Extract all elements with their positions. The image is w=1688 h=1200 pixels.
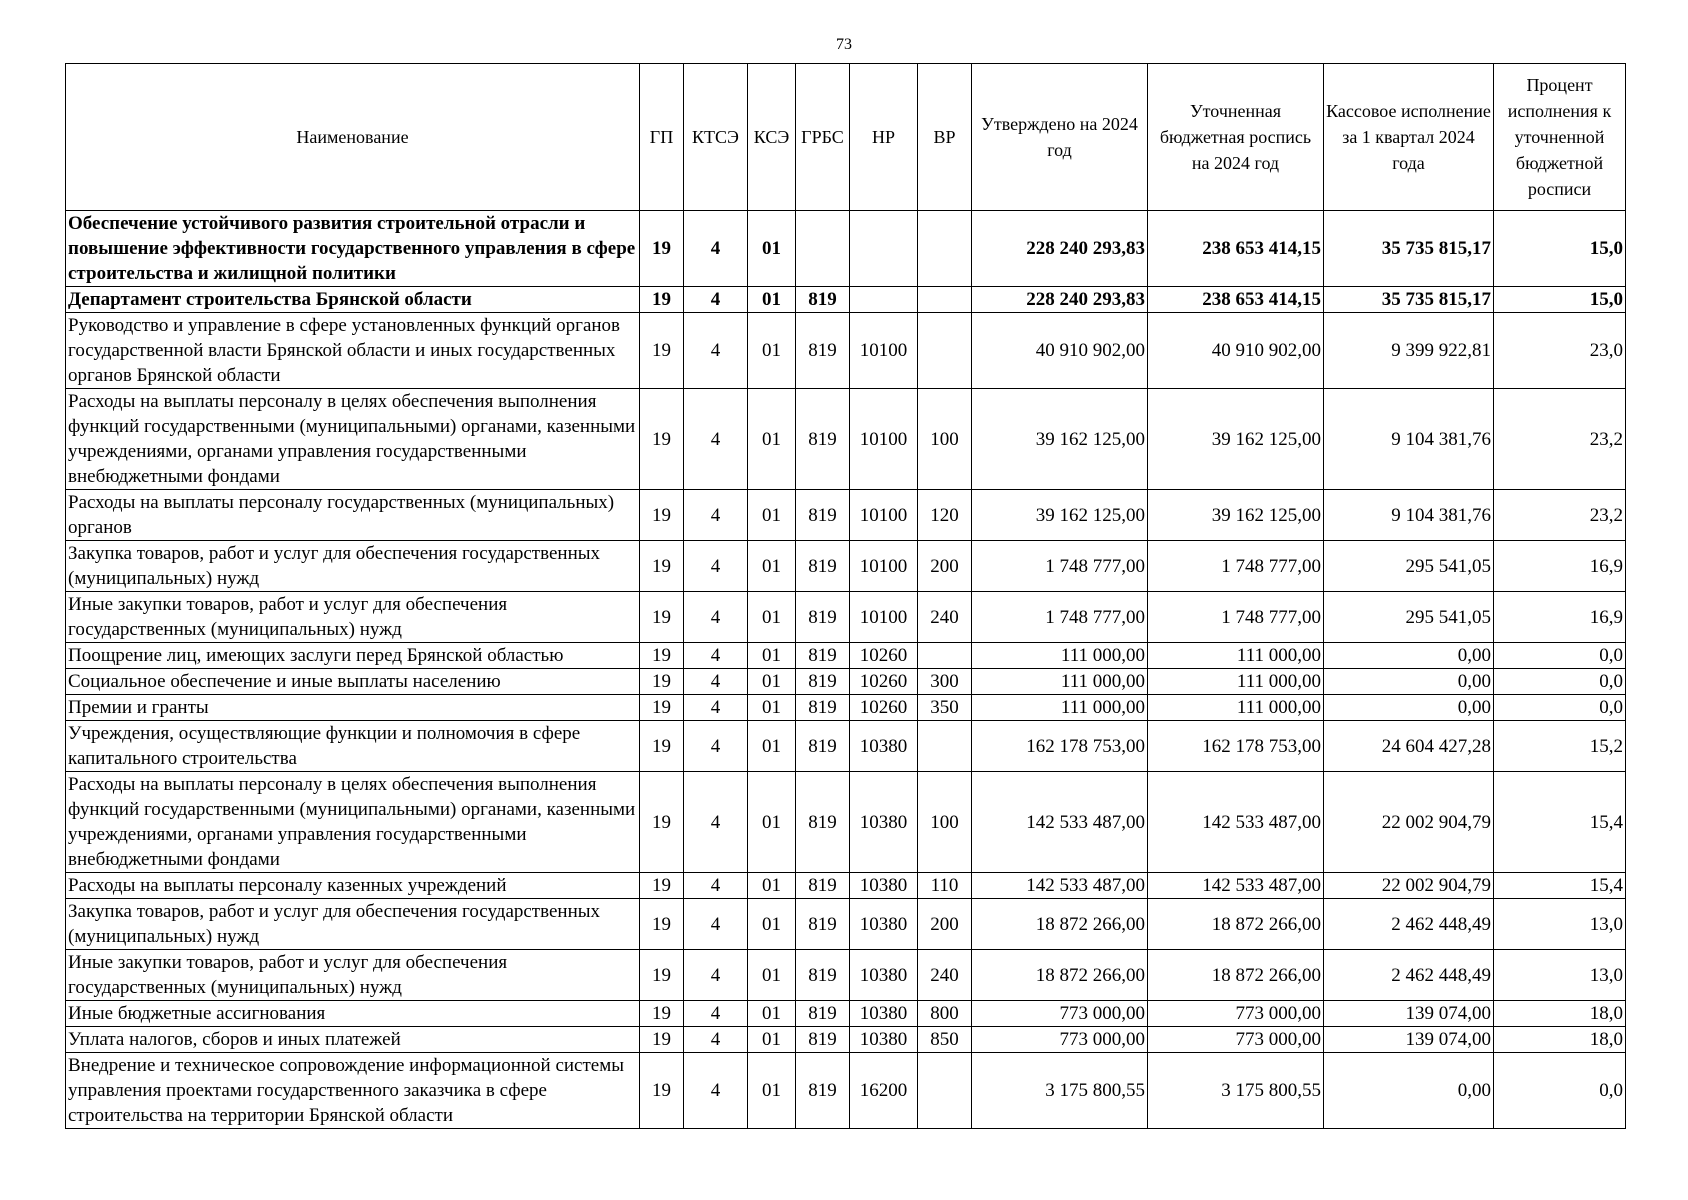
cell-gp: 19 <box>640 541 684 592</box>
cell-cash: 2 462 448,49 <box>1324 899 1494 950</box>
cell-kse: 01 <box>748 772 796 873</box>
col-header-kse: КСЭ <box>748 64 796 211</box>
cell-grbs: 819 <box>796 899 850 950</box>
cell-vr: 100 <box>918 389 972 490</box>
cell-name: Закупка товаров, работ и услуг для обеспечения государственных (муниципальных) нужд <box>66 541 640 592</box>
header-row <box>66 64 1626 211</box>
cell-gp: 19 <box>640 1027 684 1053</box>
cell-nr: 10100 <box>850 541 918 592</box>
cell-ktse: 4 <box>684 950 748 1001</box>
cell-percent: 0,0 <box>1494 669 1626 695</box>
table-row <box>66 643 1626 669</box>
cell-kse: 01 <box>748 313 796 389</box>
cell-approved: 40 910 902,00 <box>972 313 1148 389</box>
cell-cash: 295 541,05 <box>1324 541 1494 592</box>
cell-kse: 01 <box>748 669 796 695</box>
cell-refined: 18 872 266,00 <box>1148 950 1324 1001</box>
cell-vr: 100 <box>918 772 972 873</box>
cell-name: Обеспечение устойчивого развития строительной отрасли и повышение эффективности государственного управления в сфере строительства и жилищной политики <box>66 211 640 287</box>
cell-gp: 19 <box>640 592 684 643</box>
cell-vr: 850 <box>918 1027 972 1053</box>
table-row <box>66 389 1626 490</box>
cell-ktse: 4 <box>684 211 748 287</box>
cell-gp: 19 <box>640 211 684 287</box>
cell-name: Департамент строительства Брянской области <box>66 287 640 313</box>
cell-gp: 19 <box>640 873 684 899</box>
cell-gp: 19 <box>640 1001 684 1027</box>
cell-gp: 19 <box>640 695 684 721</box>
table-row <box>66 490 1626 541</box>
cell-name: Учреждения, осуществляющие функции и полномочия в сфере капитального строительства <box>66 721 640 772</box>
cell-name: Расходы на выплаты персоналу в целях обеспечения выполнения функций государственными (муниципальными) органами, казенными учреждениями, органами управления государственными внебюджетными фондами <box>66 389 640 490</box>
cell-approved: 111 000,00 <box>972 643 1148 669</box>
cell-cash: 139 074,00 <box>1324 1027 1494 1053</box>
cell-grbs: 819 <box>796 313 850 389</box>
cell-percent: 18,0 <box>1494 1001 1626 1027</box>
cell-ktse: 4 <box>684 772 748 873</box>
cell-ktse: 4 <box>684 1001 748 1027</box>
table-row <box>66 899 1626 950</box>
cell-grbs: 819 <box>796 389 850 490</box>
cell-percent: 15,0 <box>1494 211 1626 287</box>
cell-kse: 01 <box>748 950 796 1001</box>
cell-kse: 01 <box>748 721 796 772</box>
cell-ktse: 4 <box>684 389 748 490</box>
cell-refined: 111 000,00 <box>1148 669 1324 695</box>
col-header-name: Наименование <box>66 64 640 211</box>
cell-nr: 10100 <box>850 313 918 389</box>
cell-name: Иные закупки товаров, работ и услуг для обеспечения государственных (муниципальных) нужд <box>66 950 640 1001</box>
cell-kse: 01 <box>748 592 796 643</box>
cell-cash: 9 104 381,76 <box>1324 490 1494 541</box>
cell-nr <box>850 211 918 287</box>
cell-vr: 200 <box>918 899 972 950</box>
cell-refined: 3 175 800,55 <box>1148 1053 1324 1129</box>
cell-kse: 01 <box>748 643 796 669</box>
cell-approved: 18 872 266,00 <box>972 950 1148 1001</box>
cell-ktse: 4 <box>684 643 748 669</box>
cell-grbs: 819 <box>796 721 850 772</box>
cell-grbs: 819 <box>796 669 850 695</box>
cell-vr: 110 <box>918 873 972 899</box>
cell-vr <box>918 643 972 669</box>
cell-cash: 22 002 904,79 <box>1324 772 1494 873</box>
cell-percent: 0,0 <box>1494 643 1626 669</box>
cell-nr: 10380 <box>850 899 918 950</box>
cell-cash: 0,00 <box>1324 643 1494 669</box>
cell-vr <box>918 721 972 772</box>
cell-vr: 800 <box>918 1001 972 1027</box>
cell-approved: 1 748 777,00 <box>972 541 1148 592</box>
page-number: 73 <box>836 36 852 53</box>
cell-vr: 300 <box>918 669 972 695</box>
col-header-refined: Уточненная бюджетная роспись на 2024 год <box>1148 64 1324 211</box>
table-body <box>66 211 1626 1129</box>
cell-refined: 773 000,00 <box>1148 1027 1324 1053</box>
cell-nr: 10380 <box>850 950 918 1001</box>
cell-grbs: 819 <box>796 1053 850 1129</box>
cell-nr: 10260 <box>850 643 918 669</box>
cell-kse: 01 <box>748 211 796 287</box>
cell-refined: 238 653 414,15 <box>1148 287 1324 313</box>
cell-approved: 142 533 487,00 <box>972 873 1148 899</box>
cell-percent: 15,2 <box>1494 721 1626 772</box>
cell-kse: 01 <box>748 490 796 541</box>
cell-name: Иные бюджетные ассигнования <box>66 1001 640 1027</box>
cell-kse: 01 <box>748 541 796 592</box>
cell-name: Расходы на выплаты персоналу государственных (муниципальных) органов <box>66 490 640 541</box>
cell-ktse: 4 <box>684 873 748 899</box>
cell-refined: 1 748 777,00 <box>1148 592 1324 643</box>
col-header-cash: Кассовое исполнение за 1 квартал 2024 года <box>1324 64 1494 211</box>
cell-cash: 22 002 904,79 <box>1324 873 1494 899</box>
cell-kse: 01 <box>748 1027 796 1053</box>
cell-cash: 0,00 <box>1324 695 1494 721</box>
cell-nr: 10260 <box>850 695 918 721</box>
table-row <box>66 541 1626 592</box>
table-row <box>66 721 1626 772</box>
cell-approved: 39 162 125,00 <box>972 389 1148 490</box>
cell-ktse: 4 <box>684 287 748 313</box>
table-row <box>66 287 1626 313</box>
table-row <box>66 873 1626 899</box>
cell-percent: 16,9 <box>1494 541 1626 592</box>
cell-nr: 10100 <box>850 490 918 541</box>
cell-refined: 142 533 487,00 <box>1148 873 1324 899</box>
cell-ktse: 4 <box>684 899 748 950</box>
cell-nr: 10380 <box>850 721 918 772</box>
cell-cash: 9 399 922,81 <box>1324 313 1494 389</box>
cell-grbs <box>796 211 850 287</box>
cell-nr: 10260 <box>850 669 918 695</box>
cell-name: Внедрение и техническое сопровождение информационной системы управления проектами государственного заказчика в сфере строительства на территории Брянской области <box>66 1053 640 1129</box>
table-row <box>66 1053 1626 1129</box>
cell-nr: 16200 <box>850 1053 918 1129</box>
cell-percent: 18,0 <box>1494 1027 1626 1053</box>
cell-refined: 238 653 414,15 <box>1148 211 1324 287</box>
cell-gp: 19 <box>640 950 684 1001</box>
cell-kse: 01 <box>748 287 796 313</box>
cell-gp: 19 <box>640 899 684 950</box>
cell-grbs: 819 <box>796 643 850 669</box>
cell-vr: 120 <box>918 490 972 541</box>
cell-grbs: 819 <box>796 950 850 1001</box>
cell-approved: 228 240 293,83 <box>972 287 1148 313</box>
cell-nr: 10380 <box>850 1001 918 1027</box>
cell-percent: 23,2 <box>1494 389 1626 490</box>
cell-grbs: 819 <box>796 695 850 721</box>
cell-approved: 3 175 800,55 <box>972 1053 1148 1129</box>
cell-percent: 13,0 <box>1494 950 1626 1001</box>
cell-grbs: 819 <box>796 287 850 313</box>
col-header-nr: НР <box>850 64 918 211</box>
cell-ktse: 4 <box>684 669 748 695</box>
cell-gp: 19 <box>640 1053 684 1129</box>
cell-approved: 162 178 753,00 <box>972 721 1148 772</box>
cell-grbs: 819 <box>796 592 850 643</box>
cell-cash: 0,00 <box>1324 669 1494 695</box>
cell-name: Закупка товаров, работ и услуг для обеспечения государственных (муниципальных) нужд <box>66 899 640 950</box>
cell-name: Уплата налогов, сборов и иных платежей <box>66 1027 640 1053</box>
cell-grbs: 819 <box>796 541 850 592</box>
cell-approved: 228 240 293,83 <box>972 211 1148 287</box>
cell-vr: 240 <box>918 950 972 1001</box>
cell-refined: 39 162 125,00 <box>1148 389 1324 490</box>
table-row <box>66 211 1626 287</box>
cell-approved: 1 748 777,00 <box>972 592 1148 643</box>
cell-name: Поощрение лиц, имеющих заслуги перед Брянской областью <box>66 643 640 669</box>
col-header-gp: ГП <box>640 64 684 211</box>
cell-cash: 35 735 815,17 <box>1324 211 1494 287</box>
cell-vr <box>918 313 972 389</box>
table-header <box>66 64 1626 211</box>
cell-refined: 111 000,00 <box>1148 643 1324 669</box>
cell-percent: 15,0 <box>1494 287 1626 313</box>
cell-refined: 18 872 266,00 <box>1148 899 1324 950</box>
cell-ktse: 4 <box>684 541 748 592</box>
cell-ktse: 4 <box>684 313 748 389</box>
table-row <box>66 695 1626 721</box>
table-row <box>66 669 1626 695</box>
cell-kse: 01 <box>748 389 796 490</box>
cell-gp: 19 <box>640 490 684 541</box>
cell-approved: 18 872 266,00 <box>972 899 1148 950</box>
cell-percent: 15,4 <box>1494 873 1626 899</box>
cell-name: Расходы на выплаты персоналу в целях обеспечения выполнения функций государственными (муниципальными) органами, казенными учреждениями, органами управления государственными внебюджетными фондами <box>66 772 640 873</box>
cell-ktse: 4 <box>684 695 748 721</box>
budget-execution-table <box>65 63 1626 1129</box>
cell-gp: 19 <box>640 313 684 389</box>
cell-refined: 39 162 125,00 <box>1148 490 1324 541</box>
cell-percent: 15,4 <box>1494 772 1626 873</box>
cell-kse: 01 <box>748 1053 796 1129</box>
cell-grbs: 819 <box>796 490 850 541</box>
cell-refined: 1 748 777,00 <box>1148 541 1324 592</box>
cell-approved: 111 000,00 <box>972 695 1148 721</box>
cell-refined: 773 000,00 <box>1148 1001 1324 1027</box>
cell-percent: 16,9 <box>1494 592 1626 643</box>
cell-gp: 19 <box>640 721 684 772</box>
cell-ktse: 4 <box>684 490 748 541</box>
table-row <box>66 313 1626 389</box>
cell-cash: 24 604 427,28 <box>1324 721 1494 772</box>
cell-grbs: 819 <box>796 873 850 899</box>
cell-percent: 23,2 <box>1494 490 1626 541</box>
cell-refined: 111 000,00 <box>1148 695 1324 721</box>
cell-vr <box>918 1053 972 1129</box>
cell-approved: 773 000,00 <box>972 1001 1148 1027</box>
table-row <box>66 772 1626 873</box>
cell-refined: 40 910 902,00 <box>1148 313 1324 389</box>
cell-refined: 162 178 753,00 <box>1148 721 1324 772</box>
cell-name: Социальное обеспечение и иные выплаты населению <box>66 669 640 695</box>
cell-refined: 142 533 487,00 <box>1148 772 1324 873</box>
cell-name: Расходы на выплаты персоналу казенных учреждений <box>66 873 640 899</box>
cell-cash: 35 735 815,17 <box>1324 287 1494 313</box>
cell-gp: 19 <box>640 643 684 669</box>
cell-cash: 139 074,00 <box>1324 1001 1494 1027</box>
cell-nr: 10380 <box>850 772 918 873</box>
cell-cash: 295 541,05 <box>1324 592 1494 643</box>
cell-nr: 10100 <box>850 389 918 490</box>
cell-gp: 19 <box>640 669 684 695</box>
cell-nr: 10380 <box>850 1027 918 1053</box>
cell-gp: 19 <box>640 389 684 490</box>
cell-name: Руководство и управление в сфере установленных функций органов государственной власти Брянской области и иных государственных органов Брянской области <box>66 313 640 389</box>
col-header-approved: Утверждено на 2024 год <box>972 64 1148 211</box>
cell-name: Иные закупки товаров, работ и услуг для обеспечения государственных (муниципальных) нужд <box>66 592 640 643</box>
table-row <box>66 1027 1626 1053</box>
cell-ktse: 4 <box>684 1053 748 1129</box>
cell-grbs: 819 <box>796 1027 850 1053</box>
table-row <box>66 1001 1626 1027</box>
cell-approved: 142 533 487,00 <box>972 772 1148 873</box>
cell-nr: 10380 <box>850 873 918 899</box>
cell-vr: 240 <box>918 592 972 643</box>
cell-percent: 0,0 <box>1494 1053 1626 1129</box>
cell-approved: 773 000,00 <box>972 1027 1148 1053</box>
cell-gp: 19 <box>640 287 684 313</box>
col-header-vr: ВР <box>918 64 972 211</box>
cell-ktse: 4 <box>684 721 748 772</box>
cell-percent: 23,0 <box>1494 313 1626 389</box>
cell-gp: 19 <box>640 772 684 873</box>
cell-vr: 350 <box>918 695 972 721</box>
col-header-ktse: КТСЭ <box>684 64 748 211</box>
cell-ktse: 4 <box>684 1027 748 1053</box>
cell-grbs: 819 <box>796 772 850 873</box>
cell-percent: 13,0 <box>1494 899 1626 950</box>
cell-cash: 9 104 381,76 <box>1324 389 1494 490</box>
cell-approved: 39 162 125,00 <box>972 490 1148 541</box>
cell-kse: 01 <box>748 899 796 950</box>
cell-kse: 01 <box>748 873 796 899</box>
cell-vr <box>918 211 972 287</box>
table-row <box>66 592 1626 643</box>
cell-percent: 0,0 <box>1494 695 1626 721</box>
cell-ktse: 4 <box>684 592 748 643</box>
table-row <box>66 950 1626 1001</box>
cell-grbs: 819 <box>796 1001 850 1027</box>
cell-approved: 111 000,00 <box>972 669 1148 695</box>
cell-cash: 0,00 <box>1324 1053 1494 1129</box>
cell-vr: 200 <box>918 541 972 592</box>
cell-nr: 10100 <box>850 592 918 643</box>
cell-name: Премии и гранты <box>66 695 640 721</box>
col-header-percent: Процент исполнения к уточненной бюджетной росписи <box>1494 64 1626 211</box>
cell-kse: 01 <box>748 1001 796 1027</box>
col-header-grbs: ГРБС <box>796 64 850 211</box>
cell-nr <box>850 287 918 313</box>
cell-kse: 01 <box>748 695 796 721</box>
cell-vr <box>918 287 972 313</box>
cell-cash: 2 462 448,49 <box>1324 950 1494 1001</box>
